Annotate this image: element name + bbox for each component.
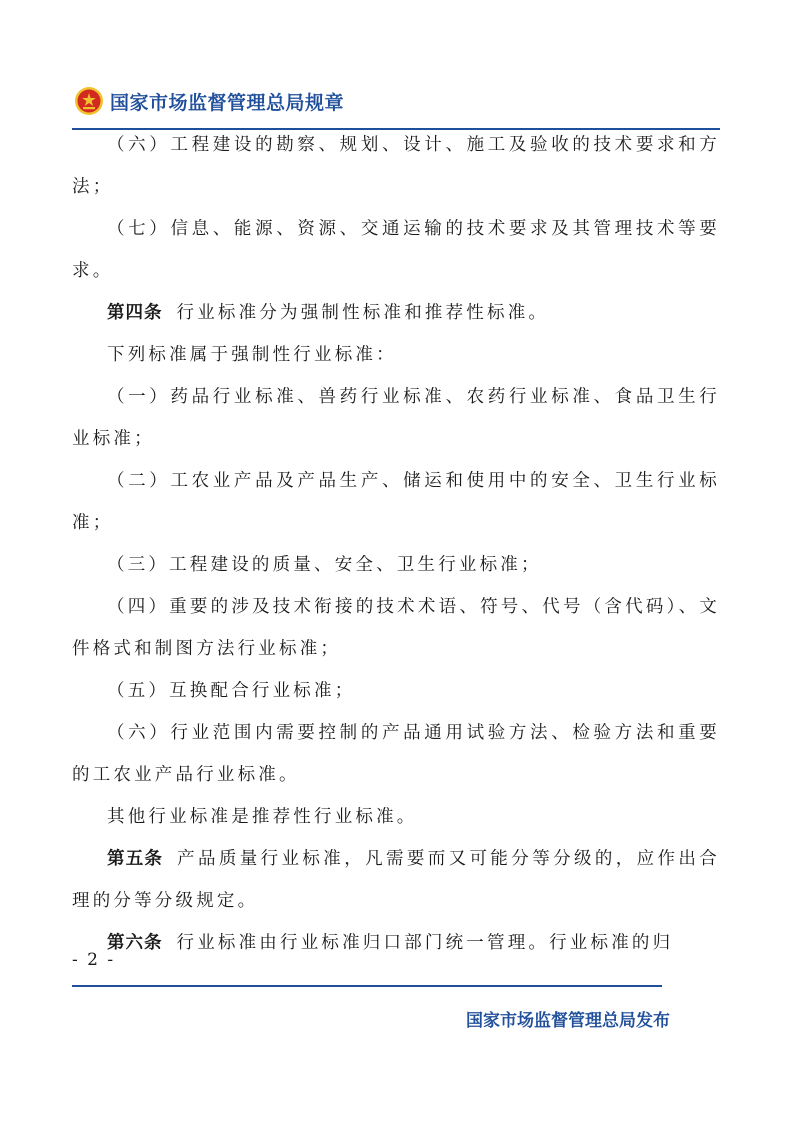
article-text: 行业标准分为强制性标准和推荐性标准。	[176, 303, 550, 323]
clause-paragraph: （四）重要的涉及技术衔接的技术术语、符号、代号（含代码）、文件格式和制图方法行业标准；	[72, 597, 720, 659]
document-body	[72, 124, 720, 964]
article-paragraph	[72, 922, 720, 964]
article-number: 第六条	[107, 933, 163, 953]
clause-paragraph: （五）互换配合行业标准；	[107, 681, 356, 701]
article-text: 产品质量行业标准，凡需要而又可能分等分级的，应作出合理的分等分级规定。	[72, 849, 721, 911]
clause-paragraph: 其他行业标准是推荐性行业标准。	[107, 807, 418, 827]
article-number: 第四条	[107, 303, 163, 323]
clause-paragraph: （七）信息、能源、资源、交通运输的技术要求及其管理技术等要求。	[72, 219, 720, 281]
clause-paragraph: （二）工农业产品及产品生产、储运和使用中的安全、卫生行业标准；	[72, 471, 720, 533]
clause-paragraph: （三）工程建设的质量、安全、卫生行业标准；	[107, 555, 542, 575]
footer-divider	[72, 985, 662, 987]
header-title: 国家市场监督管理总局规章	[110, 92, 345, 114]
page-number: - 2 -	[72, 950, 116, 970]
article-paragraph	[72, 292, 720, 334]
article-text: 行业标准由行业标准归口部门统一管理。行业标准的归	[176, 933, 674, 953]
page-header	[72, 84, 672, 120]
article-paragraph	[72, 838, 720, 922]
clause-paragraph: （六）工程建设的勘察、规划、设计、施工及验收的技术要求和方法；	[72, 135, 720, 197]
clause-paragraph: （一）药品行业标准、兽药行业标准、农药行业标准、食品卫生行业标准；	[72, 387, 720, 449]
footer-publisher: 国家市场监督管理总局发布	[466, 1011, 670, 1031]
clause-paragraph: （六）行业范围内需要控制的产品通用试验方法、检验方法和重要的工农业产品行业标准。	[72, 723, 720, 785]
national-emblem-icon	[74, 86, 104, 116]
article-number: 第五条	[107, 849, 164, 869]
clause-paragraph: 下列标准属于强制性行业标准：	[107, 345, 397, 365]
